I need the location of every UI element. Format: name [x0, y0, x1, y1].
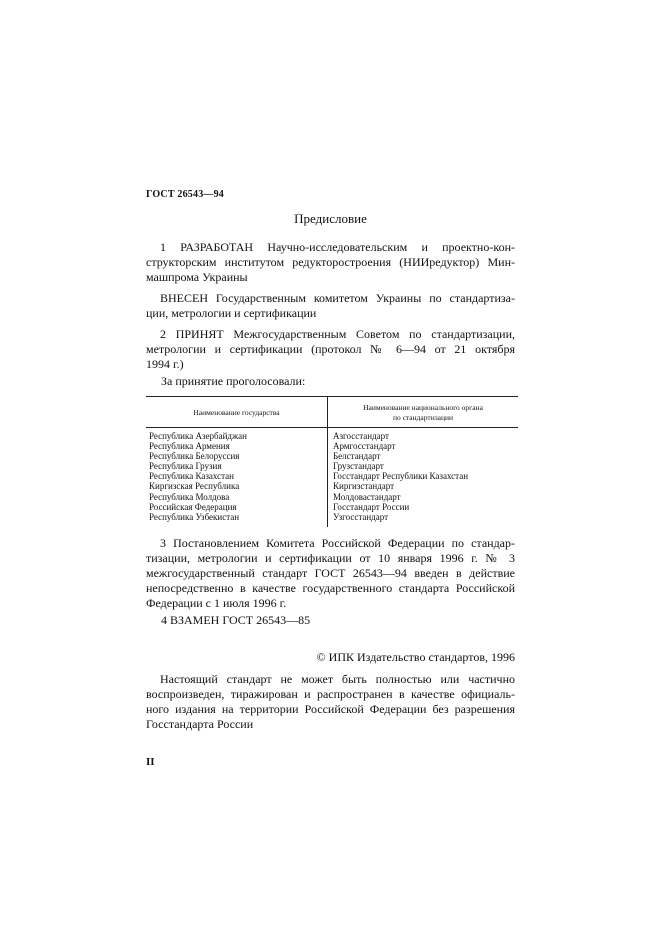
page-number: II [146, 756, 155, 768]
table-header-body-line: Наименование национального органа [363, 403, 483, 412]
table-cell-body: Белстандарт [333, 451, 381, 462]
paragraph-enacted [146, 536, 515, 611]
table-cell-state: Республика Белоруссия [149, 451, 240, 462]
text-line: 2 ПРИНЯТ Межгосударственным Советом по стандартизации, [160, 327, 515, 341]
table-column-bodies [333, 431, 518, 522]
table-column-states [149, 431, 325, 522]
table-header-state: Наименование государства [193, 408, 280, 417]
text-line: 1994 г.) [146, 357, 184, 371]
table-cell-body: Узгосстандарт [333, 511, 389, 522]
table-cell-state: Республика Молдова [149, 491, 230, 502]
paragraph-submitted [146, 291, 515, 321]
table-cell-body: Госстандарт России [333, 501, 410, 512]
table-header-rule [146, 427, 518, 428]
text-line: ВНЕСЕН Государственным комитетом Украины по стандартиза- [160, 291, 515, 305]
text-line: структорским институтом редукторостроения (НИИредуктор) Мин- [146, 255, 515, 269]
table-cell-body: Армгосстандарт [333, 441, 396, 452]
voting-table [146, 396, 518, 528]
table-cell-state: Республика Узбекистан [149, 511, 240, 522]
table-cell-body: Азгосстандарт [333, 431, 389, 441]
text-line: межгосударственный стандарт ГОСТ 26543—94 введен в действие [146, 566, 515, 580]
text-line: машпрома Украины [146, 270, 248, 284]
paragraph-adopted [146, 327, 515, 372]
reproduction-notice [146, 672, 515, 732]
table-cell-state: Республика Армения [149, 441, 230, 452]
paragraph-replaces: 4 ВЗАМЕН ГОСТ 26543—85 [161, 613, 311, 627]
table-cell-state: Российская Федерация [149, 501, 237, 512]
text-line: воспроизведен, тиражирован и распространен в качестве официаль- [146, 687, 515, 701]
table-cell-body: Госстандарт Республики Казахстан [333, 471, 469, 482]
copyright-notice: © ИПК Издательство стандартов, 1996 [316, 650, 515, 664]
text-line: непосредственно в качестве государственного стандарта Российской [146, 581, 515, 595]
text-line: ного издания на территории Российской Федерации без разрешения [146, 702, 515, 716]
table-cell-body: Грузстандарт [333, 461, 384, 472]
vote-label: За принятие проголосовали: [161, 374, 306, 388]
text-line: метрологии и сертификации (протокол № 6—94 от 21 октября [146, 342, 515, 356]
text-line: Госстандарта России [146, 717, 254, 731]
table-cell-state: Киргизская Республика [149, 481, 240, 492]
text-line: 3 Постановлением Комитета Российской Федерации по стандар- [160, 536, 515, 550]
table-cell-state: Республика Азербайджан [149, 431, 247, 441]
text-line: 1 РАЗРАБОТАН Научно-исследовательским и проектно-кон- [160, 240, 515, 254]
table-cell-body: Киргизстандарт [333, 481, 395, 492]
table-header-body-line: по стандартизации [392, 413, 454, 422]
text-line: Настоящий стандарт не может быть полностью или частично [160, 672, 515, 686]
text-line: ции, метрологии и сертификации [146, 306, 317, 320]
standard-code: ГОСТ 26543—94 [146, 189, 225, 200]
table-cell-state: Республика Грузия [149, 461, 222, 472]
table-cell-state: Республика Казахстан [149, 471, 234, 482]
text-line: тизации, метрологии и сертификации от 10 января 1996 г. № 3 [146, 551, 515, 565]
page-title: Предисловие [294, 211, 367, 226]
table-top-rule [146, 396, 518, 397]
table-cell-body: Молдовастандарт [333, 491, 401, 502]
paragraph-developed [146, 240, 515, 285]
text-line: Федерации с 1 июля 1996 г. [146, 596, 287, 610]
table-header-body [328, 403, 518, 423]
